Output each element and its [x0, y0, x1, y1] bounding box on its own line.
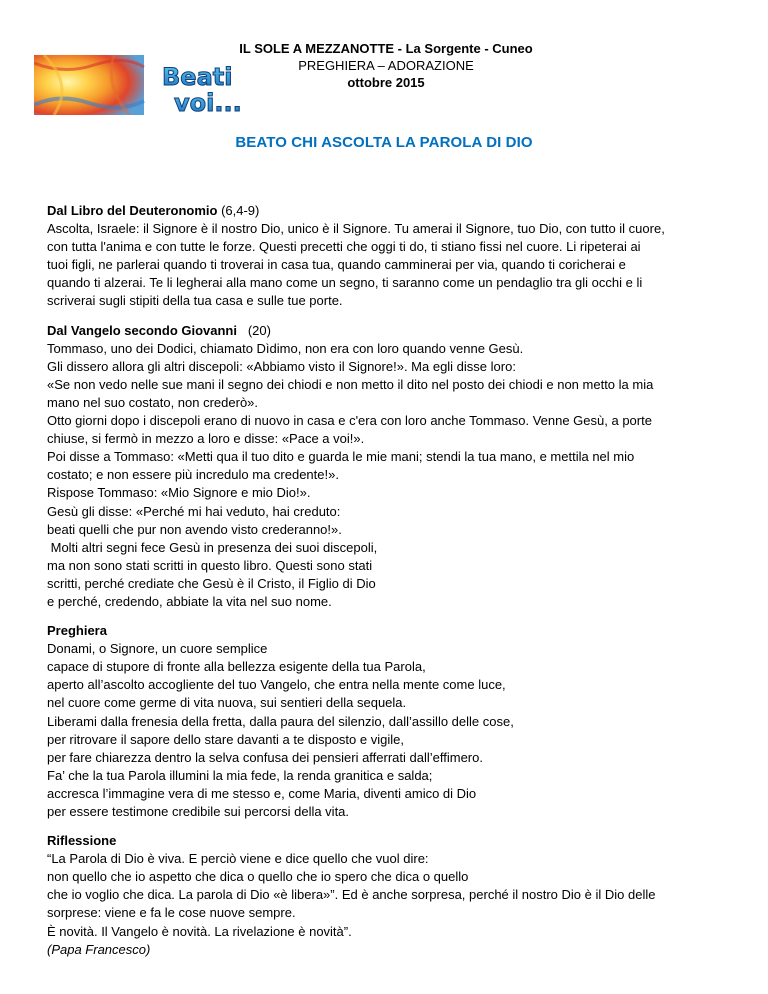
- page-title: BEATO CHI ASCOLTA LA PAROLA DI DIO: [235, 134, 533, 151]
- preghiera-heading: Preghiera: [47, 623, 107, 639]
- paragraph-line: Gesù gli disse: «Perché mi hai veduto, hai creduto:: [47, 503, 341, 519]
- paragraph-line: non quello che io aspetto che dica o quello che io spero che dica o quello: [47, 869, 469, 885]
- section-deuteronomio: [47, 202, 722, 311]
- header-date: ottobre 2015: [347, 75, 425, 90]
- paragraph-line: accresca l’immagine vera di me stesso e, come Maria, diventi amico di Dio: [47, 785, 477, 801]
- paragraph-line: tuoi figli, ne parlerai quando ti troverai in casa tua, quando camminerai per via, quando ti coricherai e: [47, 257, 626, 273]
- paragraph-line: aperto all’ascolto accogliente del tuo Vangelo, che entra nella mente come luce,: [47, 677, 506, 693]
- paragraph-line: per ritrovare il sapore dello stare davanti a te disposto e vigile,: [47, 731, 404, 747]
- vangelo-ref: (20): [237, 322, 271, 338]
- paragraph-line: Liberami dalla frenesia della fretta, dalla paura del silenzio, dall’assillo delle cose,: [47, 713, 514, 729]
- paragraph-line: nel cuore come germe di vita nuova, sui sentieri della sequela.: [47, 695, 407, 711]
- header-org: IL SOLE A MEZZANOTTE - La Sorgente - Cuneo: [239, 41, 533, 56]
- paragraph-line: Gli dissero allora gli altri discepoli: «Abbiamo visto il Signore!». Ma egli disse loro:: [47, 358, 516, 374]
- paragraph-line: sorprese: viene e fa le cose nuove sempre.: [47, 905, 296, 921]
- paragraph-line: capace di stupore di fronte alla bellezza esigente della tua Parola,: [47, 659, 426, 675]
- deuteronomio-heading-line: [47, 202, 722, 220]
- paragraph-line: con tutta l'anima e con tutte le forze. Questi precetti che oggi ti do, ti stiano fissi nel cuore. Li ripeterai ai: [47, 239, 641, 255]
- paragraph-line: Tommaso, uno dei Dodici, chiamato Dìdimo, non era con loro quando venne Gesù.: [47, 340, 524, 356]
- paragraph-line: “La Parola di Dio è viva. E perciò viene e dice quello che vuol dire:: [47, 851, 429, 867]
- section-vangelo: [47, 322, 722, 612]
- paragraph-line: Ascolta, Israele: il Signore è il nostro Dio, unico è il Signore. Tu amerai il Signore, tuo Dio, con tutto il cuore,: [47, 221, 665, 237]
- paragraph-line: mano nel suo costato, non crederò».: [47, 394, 259, 410]
- paragraph-line: Rispose Tommaso: «Mio Signore e mio Dio!».: [47, 485, 311, 501]
- vangelo-heading: Dal Vangelo secondo Giovanni: [47, 322, 237, 338]
- paragraph-line: Molti altri segni fece Gesù in presenza dei suoi discepoli,: [47, 539, 378, 555]
- header-subtitle: PREGHIERA – ADORAZIONE: [298, 58, 474, 73]
- paragraph-line: ma non sono stati scritti in questo libro. Questi sono stati: [47, 557, 373, 573]
- riflessione-author: (Papa Francesco): [47, 941, 151, 957]
- logo-text-voi: voi...: [174, 89, 242, 115]
- paragraph-line: Otto giorni dopo i discepoli erano di nuovo in casa e c'era con loro anche Tommaso. Venne Gesù, a porte: [47, 413, 652, 429]
- paragraph-line: beati quelli che pur non avendo visto crederanno!».: [47, 521, 342, 537]
- deuteronomio-heading: Dal Libro del Deuteronomio: [47, 203, 218, 218]
- vangelo-heading-line: [47, 322, 722, 340]
- paragraph-line: per essere testimone credibile sui percorsi della vita.: [47, 804, 350, 819]
- paragraph-line: per fare chiarezza dentro la selva confusa dei pensieri afferrati dall’effimero.: [47, 749, 483, 765]
- paragraph-line: e perché, credendo, abbiate la vita nel suo nome.: [47, 593, 332, 609]
- paragraph-line: quando ti alzerai. Te li legherai alla mano come un segno, ti saranno come un pendaglio tra gli occhi e li: [47, 275, 643, 291]
- paragraph-line: Donami, o Signore, un cuore semplice: [47, 641, 268, 657]
- paragraph-line: Fa’ che la tua Parola illumini la mia fede, la renda granitica e salda;: [47, 767, 433, 783]
- paragraph-line: costato; e non essere più incredulo ma credente!».: [47, 467, 339, 483]
- document-body: [47, 202, 722, 970]
- logo-text-beati: Beati: [162, 63, 233, 91]
- section-riflessione: [47, 832, 722, 959]
- paragraph-line: scritti, perché crediate che Gesù è il Cristo, il Figlio di Dio: [47, 575, 376, 591]
- paragraph-line: chiuse, si fermò in mezzo a loro e disse: «Pace a voi!».: [47, 431, 365, 447]
- paragraph-line: «Se non vedo nelle sue mani il segno dei chiodi e non metto il dito nel posto dei chiodi e non metto la mia: [47, 376, 654, 392]
- paragraph-line: che io voglio che dica. La parola di Dio «è libera»”. Ed è anche sorpresa, perché il nostro Dio è il Dio delle: [47, 887, 656, 903]
- paragraph-line: Poi disse a Tommaso: «Metti qua il tuo dito e guarda le mie mani; stendi la tua mano, e mettila nel mio: [47, 449, 635, 465]
- deuteronomio-ref: (6,4-9): [217, 203, 260, 218]
- paragraph-line: scriverai sugli stipiti della tua casa e sulle tue porte.: [47, 293, 343, 309]
- page-header: [0, 40, 768, 91]
- section-preghiera: [47, 622, 722, 821]
- paragraph-line: È novità. Il Vangelo è novità. La rivelazione è novità”.: [47, 923, 352, 939]
- riflessione-heading: Riflessione: [47, 833, 117, 849]
